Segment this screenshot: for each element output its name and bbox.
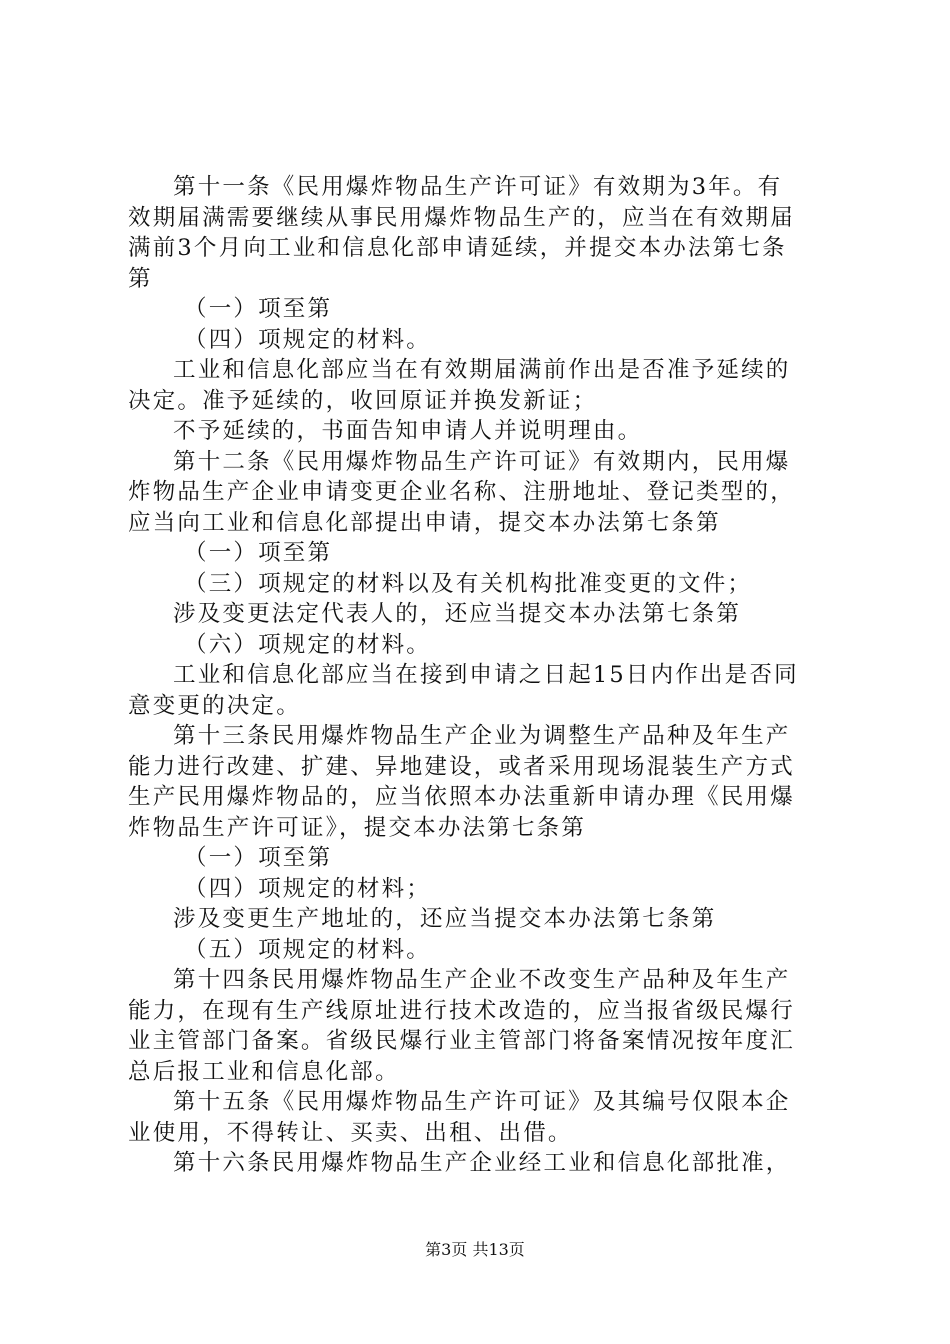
text-line: 第十一条《民用爆炸物品生产许可证》有效期为3年。有	[173, 174, 783, 200]
text-line: （四）项规定的材料。	[184, 326, 432, 353]
text-line: 第十六条民用爆炸物品生产企业经工业和信息化部批准，	[173, 1150, 791, 1176]
text-line: 应当向工业和信息化部提出申请，提交本办法第七条第	[128, 509, 721, 536]
text-line: 涉及变更生产地址的，还应当提交本办法第七条第	[173, 906, 717, 932]
page-footer	[0, 1240, 950, 1260]
text-line: （三）项规定的材料以及有关机构批准变更的文件；	[184, 570, 753, 597]
text-line: 不予延续的，书面告知申请人并说明理由。	[173, 418, 643, 444]
text-line: 炸物品生产许可证》，提交本办法第七条第	[128, 814, 587, 841]
text-line: 总后报工业和信息化部。	[128, 1058, 400, 1085]
text-line: 效期届满需要继续从事民用爆炸物品生产的，应当在有效期届	[128, 204, 795, 231]
text-line: （五）项规定的材料。	[184, 936, 432, 963]
text-line: 意变更的决定。	[128, 692, 301, 719]
text-line: （一）项至第	[184, 540, 333, 566]
document-body	[128, 172, 828, 1179]
text-line: 工业和信息化部应当在有效期届满前作出是否准予延续的	[173, 357, 791, 383]
text-line: （六）项规定的材料。	[184, 631, 432, 658]
text-line: 能力进行改建、扩建、异地建设，或者采用现场混装生产方式	[128, 753, 795, 780]
text-line: 炸物品生产企业申请变更企业名称、注册地址、登记类型的，	[128, 479, 795, 505]
text-line: 满前3个月向工业和信息化部申请延续，并提交本办法第七条	[128, 235, 787, 261]
text-line: 决定。准予延续的，收回原证并换发新证；	[128, 387, 598, 414]
text-line: 业使用，不得转让、买卖、出租、出借。	[128, 1119, 573, 1146]
text-line: （一）项至第	[184, 845, 333, 871]
text-line: 第十五条《民用爆炸物品生产许可证》及其编号仅限本企	[173, 1089, 791, 1115]
text-line: 第十三条民用爆炸物品生产企业为调整生产品种及年生产	[173, 723, 791, 749]
text-line: 工业和信息化部应当在接到申请之日起15日内作出是否同	[173, 662, 799, 688]
text-line: （四）项规定的材料；	[184, 875, 432, 902]
text-line: 业主管部门备案。省级民爆行业主管部门将备案情况按年度汇	[128, 1028, 795, 1054]
text-line: 生产民用爆炸物品的，应当依照本办法重新申请办理《民用爆	[128, 784, 795, 810]
page-number: 第3页 共13页	[425, 1240, 525, 1259]
text-line: 第十二条《民用爆炸物品生产许可证》有效期内，民用爆	[173, 448, 791, 475]
text-line: 能力，在现有生产线原址进行技术改造的，应当报省级民爆行	[128, 997, 795, 1024]
text-line: （一）项至第	[184, 296, 333, 322]
text-line: 第十四条民用爆炸物品生产企业不改变生产品种及年生产	[173, 967, 791, 993]
text-line: 第	[128, 265, 153, 292]
text-line: 涉及变更法定代表人的，还应当提交本办法第七条第	[173, 601, 742, 627]
